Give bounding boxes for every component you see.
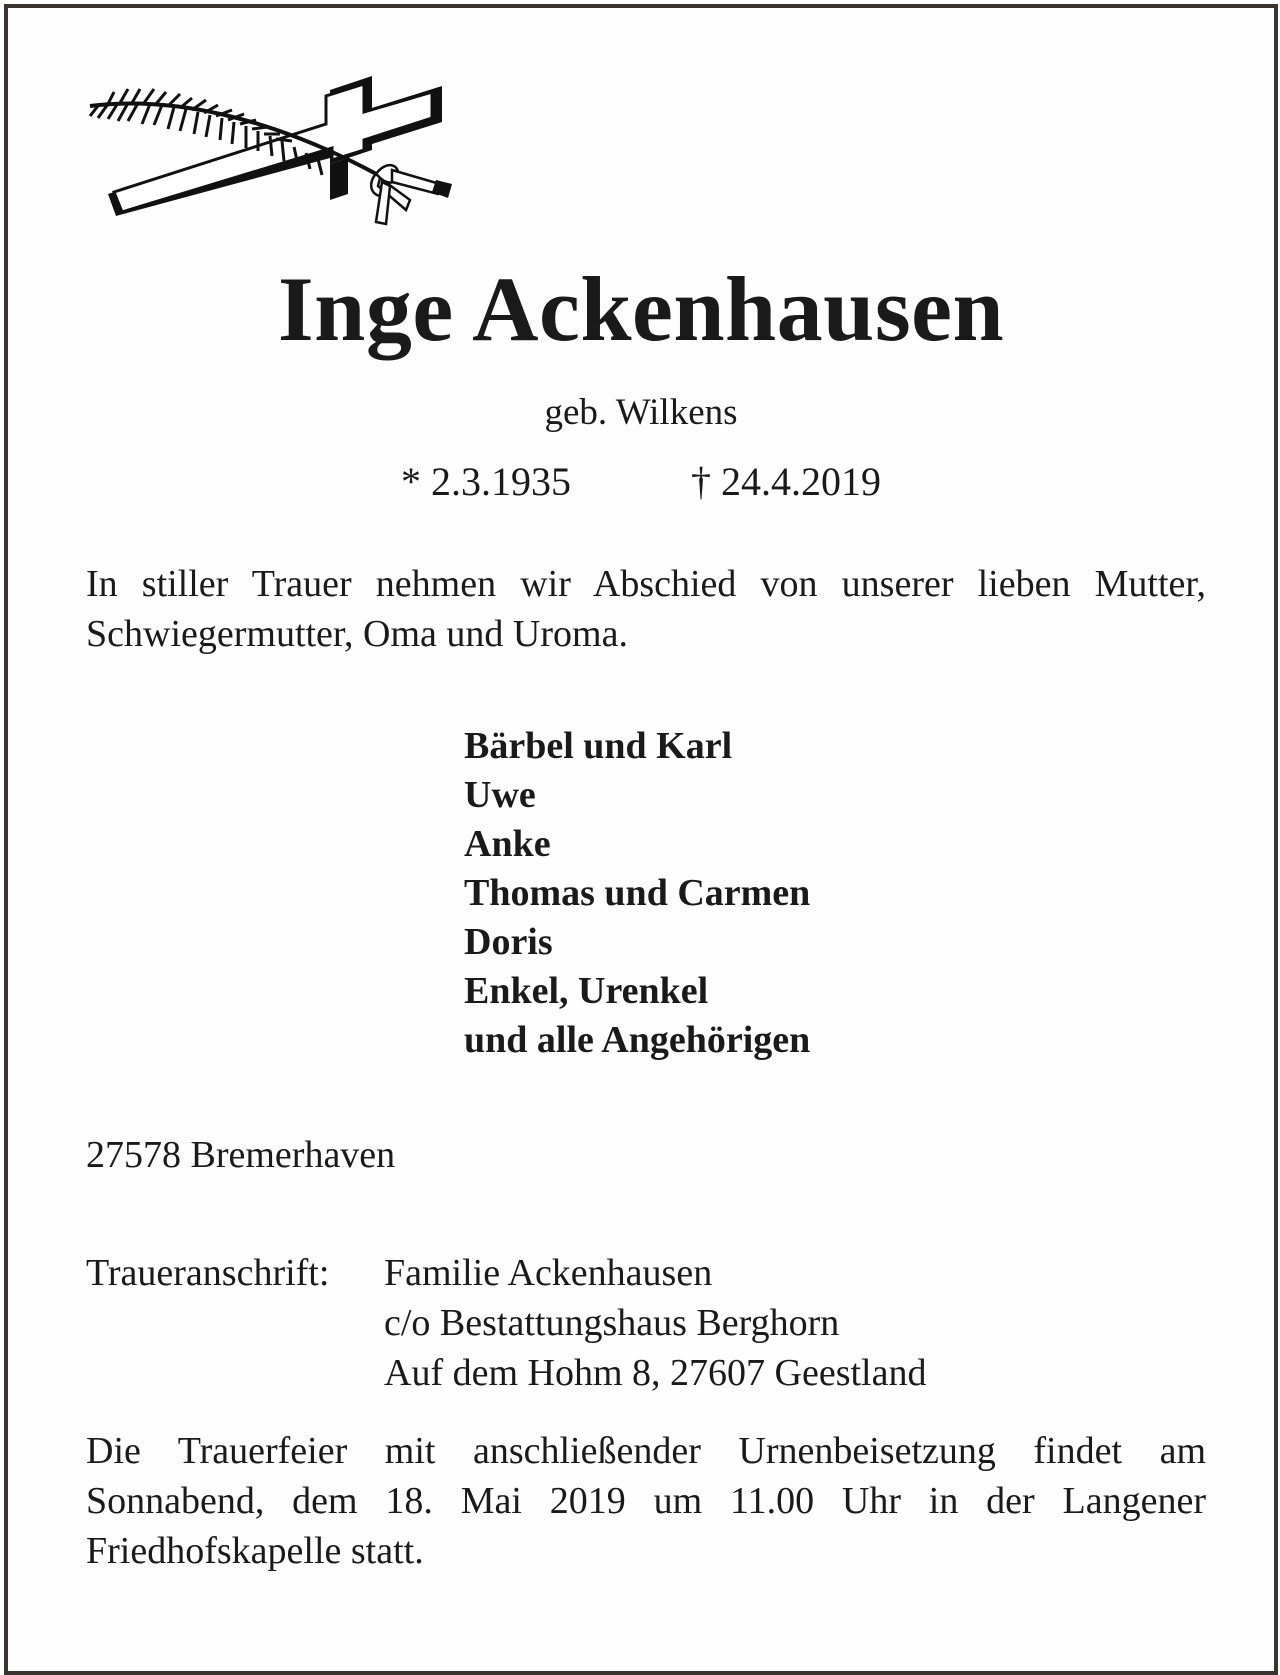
city-line: 27578 Bremerhaven	[86, 1134, 396, 1176]
address-line: Familie Ackenhausen	[384, 1252, 713, 1294]
mourner-entry: Doris	[464, 921, 553, 963]
mourning-address-lines	[384, 1248, 926, 1398]
intro-text: In stiller Trauer nehmen wir Abschied von unserer lieben Mutter, Schwiegermutter, Oma und Uroma.	[86, 563, 1206, 655]
mourner-entry: Bärbel und Karl	[464, 725, 733, 767]
deceased-name: Inge Ackenhausen	[277, 258, 1005, 360]
maiden-name: geb. Wilkens	[544, 392, 738, 433]
address-line: Auf dem Hohm 8, 27607 Geestland	[384, 1352, 927, 1394]
cross-with-palm-branch-icon	[80, 66, 480, 246]
mourner-entry: Uwe	[464, 774, 536, 816]
obituary-notice	[4, 4, 1278, 1675]
mourner-entry: Enkel, Urenkel	[464, 970, 709, 1012]
mourner-entry: Anke	[464, 823, 551, 865]
mourner-entry: Thomas und Carmen	[464, 872, 811, 914]
mourners-list	[464, 722, 810, 1065]
life-dates	[8, 458, 1274, 505]
mourner-entry: und alle Angehörigen	[464, 1019, 811, 1061]
death-date: † 24.4.2019	[691, 459, 881, 504]
birth-date: * 2.3.1935	[401, 459, 571, 504]
mourning-address-label: Traueranschrift:	[86, 1252, 330, 1294]
address-line: c/o Bestattungshaus Berghorn	[384, 1302, 840, 1344]
ceremony-text: Die Trauerfeier mit anschließender Urnenbeisetzung findet am Sonnabend, dem 18. Mai 2019 um 11.00 Uhr in der Langener Friedhofskapelle statt.	[86, 1430, 1206, 1572]
